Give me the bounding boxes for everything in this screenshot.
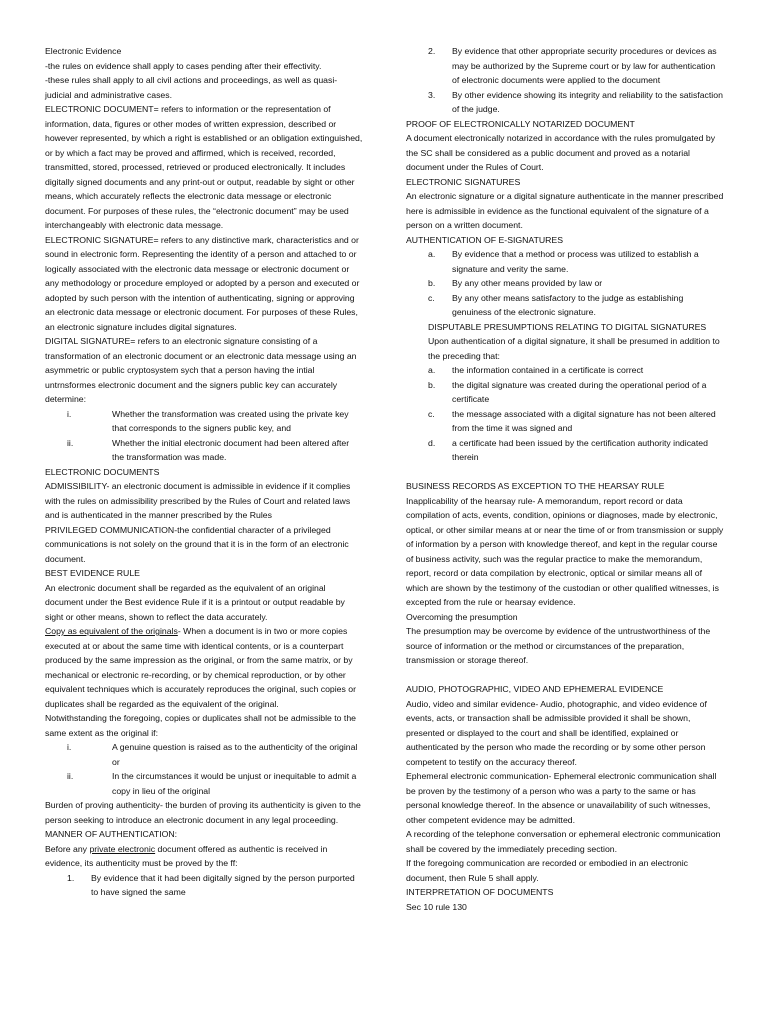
paragraph-disputable: Upon authentication of a digital signature, it shall be presumed in addition to the preceding that:	[428, 336, 720, 361]
definition-electronic-signature: ELECTRONIC SIGNATURE= refers to any distinctive mark, characteristics and or sound in electronic form. Representing the identity of a person and attached to or logically associated with the electronic data message or electronic document or any methodology or procedure employed or adopted by a person and executed or adopted by such person with the intention of authenticating, signing or approving an electronic data message or electronic document. For purposes of these Rules, an electronic signature includes digital signatures.	[45, 234, 360, 332]
heading-disputable: DISPUTABLE PRESUMPTIONS RELATING TO DIGITAL SIGNATURES	[428, 321, 707, 332]
paragraph-best-evidence: An electronic document shall be regarded as the equivalent of an original document under the Best evidence Rule if it is a printout or output readable by sight or other means, shown to reflect the data accurately.	[45, 582, 345, 622]
heading-audio: AUDIO, PHOTOGRAPHIC, VIDEO AND EPHEMERAL EVIDENCE	[406, 684, 664, 694]
heading-notarized: PROOF OF ELECTRONICALLY NOTARIZED DOCUMENT	[406, 118, 635, 129]
list-item: 1. By evidence that it had been digitally signed by the person purported to have signed the same	[67, 872, 355, 897]
document-title: Electronic Evidence	[45, 46, 122, 56]
paragraph-foregoing: If the foregoing communication are recorded or embodied in an electronic document, then Rule 5 shall apply.	[406, 858, 689, 883]
list-item: a. the information contained in a certificate is correct	[428, 365, 644, 375]
paragraph-overcoming: The presumption may be overcome by evidence of the untrustworthiness of the source of information or the method or circumstances of the preparation, transmission or storage thereof.	[406, 626, 711, 665]
list-item: 3. By other evidence showing its integrity and reliability to the satisfaction of the judge.	[428, 89, 723, 114]
list-item: i. Whether the transformation was created using the private key that corresponds to the signers public key, and	[67, 408, 349, 433]
paragraph-business-records: Inapplicability of the hearsay rule- A memorandum, report record or data compilation of acts, events, condition, opinions or diagnoses, made by electronic, optical, or other similar means at or near the time of or from transmission or supply of information by a person with knowledge thereof, and kept in the regular course of business activity, such was the regular practice to make the memorandum, report, record or data compilation by electronic, optical or similar means all of which are shown by the testimony of the custodian or other qualified witnesses, is excepted from the rule or hearsay evidence.	[406, 495, 724, 607]
heading-electronic-documents: ELECTRONIC DOCUMENTS	[45, 466, 160, 477]
list-item: c. the message associated with a digital signature has not been altered from the time it was signed and	[428, 408, 716, 433]
paragraph-scope: -these rules shall apply to all civil actions and proceedings, as well as quasi-judicial and administrative cases.	[45, 75, 338, 100]
paragraph-burden: Burden of proving authenticity- the burden of proving its authenticity is given to the person seeking to introduce an electronic document in any legal proceeding.	[45, 800, 361, 825]
paragraph-applicability: -the rules on evidence shall apply to cases pending after their effectivity.	[45, 60, 322, 71]
paragraph-notwithstanding: Notwithstanding the foregoing, copies or duplicates shall not be admissible to the same extent as the original if:	[45, 713, 357, 738]
list-item: d. a certificate had been issued by the certification authority indicated therein	[428, 437, 708, 462]
heading-manner: MANNER OF AUTHENTICATION:	[45, 829, 178, 839]
heading-overcoming: Overcoming the presumption	[406, 611, 518, 622]
list-item: 2. By evidence that other appropriate security procedures or devices as may be authorized by the Supreme court or by law for authentication of electronic documents were applied to the document	[428, 46, 717, 85]
left-column	[45, 44, 363, 900]
paragraph-notarized: A document electronically notarized in accordance with the rules promulgated by the SC shall be considered as a public document and proved as a notarial document under the Rules of Court.	[406, 133, 716, 172]
list-item: b. By any other means provided by law or	[428, 278, 603, 288]
list-item: a. By evidence that a method or process was utilized to establish a signature and verity the same.	[428, 249, 699, 274]
list-item: c. By any other means satisfactory to the judge as establishing genuiness of the electronic signature.	[428, 292, 684, 317]
heading-electronic-signatures: ELECTRONIC SIGNATURES	[406, 176, 521, 187]
paragraph-copy-equivalent: Copy as equivalent of the originals- When a document is in two or more copies executed at or about the same time with identical contents, or is a counterpart produced by the same impression as the original, or from the same matrix, or by mechanical or electronic re-recording, or by chemical reproduction, or by other equivalent techniques which is accurately reproduces the original, such copies or duplicates shall be regarded as the equivalent of the original.	[45, 626, 356, 709]
heading-best-evidence: BEST EVIDENCE RULE	[45, 568, 140, 578]
paragraph-audio: Audio, video and similar evidence- Audio, photographic, and video evidence of events, acts, or transaction shall be admissible provided it shall be shown, presented or displayed to the court and shall be identified, explained or authenticated by the person who made the recording or by some other person competent to testify on the accuracy thereof.	[406, 698, 707, 767]
spacer	[406, 465, 724, 480]
spacer	[406, 668, 724, 683]
paragraph-electronic-signatures: An electronic signature or a digital signature authenticate in the manner prescribed here is admissible in evidence as the functional equivalent of the signature of a person on a written document.	[406, 191, 724, 230]
list-item: ii. In the circumstances it would be unjust or inequitable to admit a copy in lieu of the original	[67, 771, 357, 796]
paragraph-recording: A recording of the telephone conversation or ephemeral electronic communication shall be covered by the immediately preceding section.	[406, 829, 721, 854]
heading-business-records: BUSINESS RECORDS AS EXCEPTION TO THE HEARSAY RULE	[406, 481, 665, 491]
paragraph-ephemeral: Ephemeral electronic communication- Ephemeral electronic communication shall be proven by the testimony of a person who was a party to the same or has personal knowledge thereof. In the absence or unavailability of such witnesses, other competent evidence may be admitted.	[406, 771, 717, 825]
paragraph-admissibility: ADMISSIBILITY- an electronic document is admissible in evidence if it complies with the rules on admissibility prescribed by the Rules of Court and related laws and is authenticated in the manner prescribed by the Rules	[45, 481, 351, 520]
paragraph-section-reference: Sec 10 rule 130	[406, 901, 467, 912]
definition-digital-signature: DIGITAL SIGNATURE= refers to an electronic signature consisting of a transformation of an electronic document or an electronic data message using an asymmetric or public cryptosystem sych that a person having the intial untrnsformes electronic document and the signers public key can accurately determine:	[45, 336, 357, 404]
list-item: ii. Whether the initial electronic document had been altered after the transformation was made.	[67, 437, 350, 462]
list-item: b. the digital signature was created during the operational period of a certificate	[428, 379, 707, 404]
definition-electronic-document: ELECTRONIC DOCUMENT= refers to information or the representation of information, data, figures or other modes of written expression, described or however represented, by which a right is established or an obligation extinguished, or by which a fact may be proved and affirmed, which is received, recorded, transmitted, stored, processed, retrieved or produced electronically. It includes digitally signed documents and any print-out or output, readable by sight or other means, which accurately reflects the electronic data message or electronic document. For purposes of these rules, the “electronic document” may be used interchangeably with electronic data message.	[45, 104, 363, 230]
list-item: i. A genuine question is raised as to the authenticity of the original or	[67, 742, 358, 767]
copy-heading: Copy as equivalent of the originals	[45, 626, 178, 636]
paragraph-manner: Before any private electronic document offered as authentic is received in evidence, its authenticity must be proved by the ff:	[45, 843, 328, 868]
heading-authentication-esig: AUTHENTICATION OF E-SIGNATURES	[406, 234, 564, 245]
right-column	[406, 44, 724, 914]
heading-interpretation: INTERPRETATION OF DOCUMENTS	[406, 887, 554, 897]
paragraph-privileged: PRIVILEGED COMMUNICATION-the confidential character of a privileged communications is not solely on the ground that it is in the form of an electronic document.	[45, 524, 349, 564]
